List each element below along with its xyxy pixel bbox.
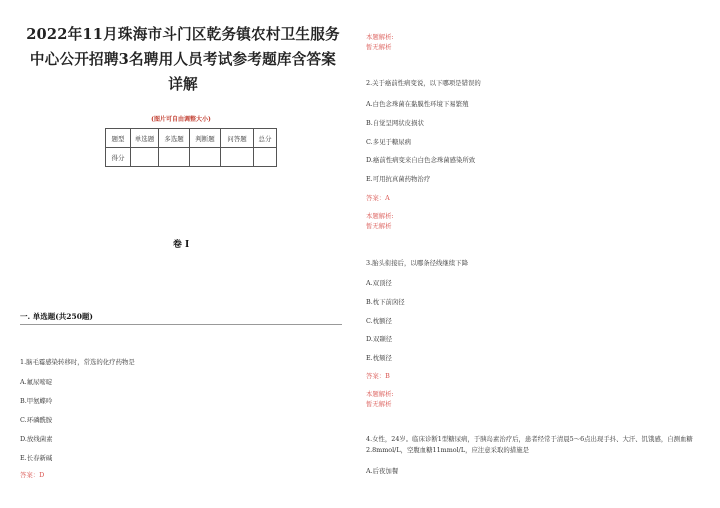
analysis-label: 本题解析: (366, 212, 394, 220)
score-table-row (106, 148, 277, 167)
score-cell (221, 148, 254, 167)
score-cell (254, 148, 277, 167)
option-c: C.多见于糖尿病 (366, 138, 412, 146)
right-column (362, 0, 720, 508)
option-a: A.后夜加餐 (366, 467, 399, 475)
title-line: 中心公开招聘3名聘用人员考试参考题库含答案 (29, 51, 337, 68)
section-divider (20, 324, 342, 325)
question-3-text: 3.胎头衔接后，以哪条径线继续下降 (366, 259, 468, 267)
option-e: E.枕颏径 (366, 354, 392, 362)
score-table-header (106, 129, 277, 148)
header-cell: 总分 (254, 129, 277, 148)
score-cell (190, 148, 221, 167)
question-2-text: 2.关于癌前性病变说，以下哪项是错误的 (366, 79, 481, 87)
section-heading: 一. 单选题(共250题) (20, 312, 93, 321)
option-e: E.长春新碱 (20, 454, 53, 462)
option-d: D.癌前性病变来自白色念珠菌感染所致 (366, 156, 476, 164)
option-b: B.枕下前囟径 (366, 298, 405, 306)
header-cell: 题型 (106, 129, 131, 148)
analysis-text: 暂无解析 (366, 222, 392, 230)
score-cell (159, 148, 190, 167)
answer: 答案：D (20, 471, 45, 479)
analysis-text: 暂无解析 (366, 43, 392, 51)
score-table (105, 128, 277, 167)
analysis-label: 本题解析: (366, 33, 394, 41)
header-cell: 多选题 (159, 129, 190, 148)
option-d: D.双颞径 (366, 335, 393, 343)
score-cell (131, 148, 159, 167)
header-cell: 判断题 (190, 129, 221, 148)
header-cell: 单选题 (131, 129, 159, 148)
analysis-label: 本题解析: (366, 390, 394, 398)
option-b: B.甲氨蝶呤 (20, 397, 53, 405)
title-line: 2022年11月珠海市斗门区乾务镇农村卫生服务 (26, 26, 340, 43)
answer: 答案：A (366, 194, 390, 202)
question-1-text: 1.脑毛霉感染转移时，常选的化疗药物是 (20, 358, 135, 366)
title-line: 详解 (168, 76, 198, 93)
option-b: B.自觉呈网状皮损状 (366, 119, 424, 127)
option-d: D.放线菌素 (20, 435, 53, 443)
option-a: A.双顶径 (366, 279, 392, 287)
resize-notice: (图片可自由调整大小) (151, 116, 211, 123)
option-e: E.可用抗真菌药物治疗 (366, 175, 431, 183)
option-c: C.枕额径 (366, 317, 392, 325)
analysis-text: 暂无解析 (366, 400, 392, 408)
option-a: A.氟尿嘧啶 (20, 378, 53, 386)
question-4-text: 4.女性，24岁。临床诊断1型糖尿病，于胰岛素治疗后，患者经常于清晨5～6点出现手抖、大汗、饥饿感，自测血糖2.8mmol/L，空腹血糖11mmol/L，应注意采取的措施是 (366, 435, 693, 454)
option-a: A.白色念珠菌在黏膜性环境下易繁殖 (366, 100, 469, 108)
row-label: 得分 (106, 148, 131, 167)
answer: 答案：B (366, 372, 390, 380)
header-cell: 问答题 (221, 129, 254, 148)
volume-label: 卷 I (172, 240, 190, 250)
document-title (10, 22, 356, 97)
option-c: C.环磷酰胺 (20, 416, 53, 424)
